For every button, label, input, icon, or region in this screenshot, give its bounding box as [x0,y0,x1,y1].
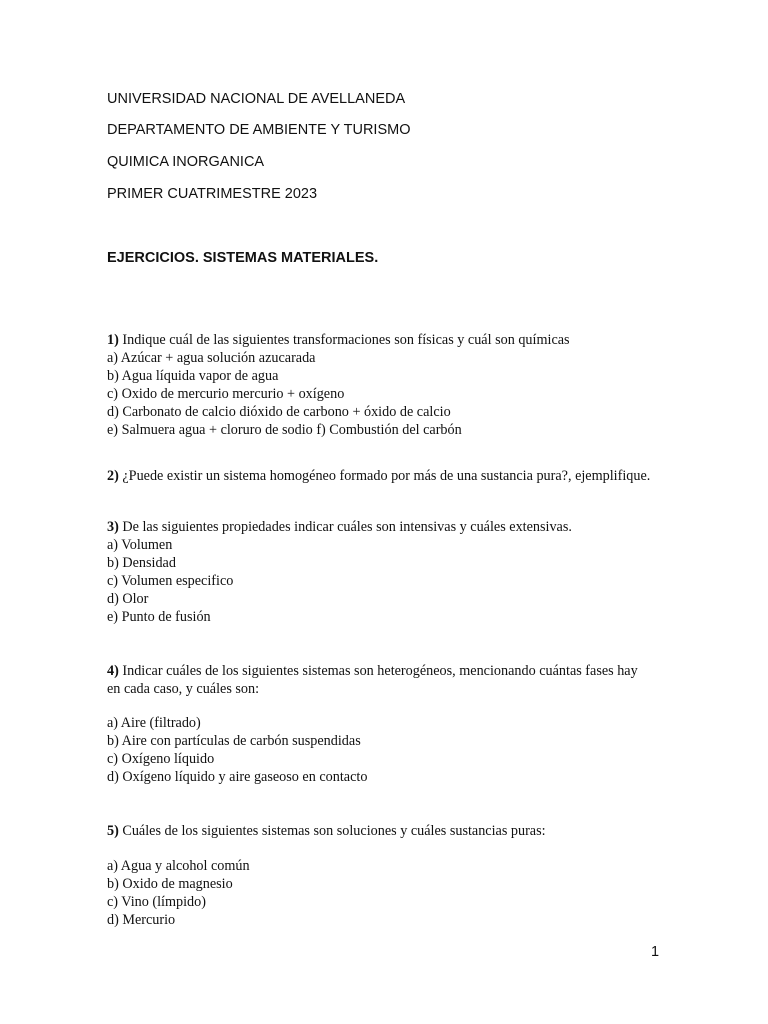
question-1-item: b) Agua líquida vapor de agua [107,368,279,384]
question-4 [107,662,638,698]
question-5-item: c) Vino (límpido) [107,894,206,910]
header-term: PRIMER CUATRIMESTRE 2023 [107,186,318,202]
question-5 [107,822,546,840]
question-2-text: ¿Puede existir un sistema homogéneo formado por más de una sustancia pura?, ejemplifique. [118,468,651,484]
question-5-item: b) Oxido de magnesio [107,876,233,892]
question-4-prompt [107,662,638,680]
question-3-prompt [107,518,572,536]
question-1-prompt [107,331,570,349]
question-1 [107,331,570,439]
question-3-number: 3) [107,519,119,535]
question-5-number: 5) [107,823,119,839]
question-3-item: e) Punto de fusión [107,609,211,625]
question-3 [107,518,572,626]
question-2-prompt [107,467,650,485]
question-5-list [107,857,250,929]
question-2-number: 2) [107,468,119,484]
header-course: QUIMICA INORGANICA [107,154,265,170]
question-4-item: b) Aire con partículas de carbón suspendidas [107,733,361,749]
question-4-number: 4) [107,663,119,679]
question-4-item: d) Oxígeno líquido y aire gaseoso en contacto [107,769,368,785]
question-2 [107,467,650,485]
page-number: 1 [651,944,660,960]
question-4-prompt-continued: en cada caso, y cuáles son: [107,681,260,697]
question-5-item: d) Mercurio [107,912,176,928]
question-1-text: Indique cuál de las siguientes transformaciones son físicas y cuál son químicas [118,332,570,348]
header-department: DEPARTAMENTO DE AMBIENTE Y TURISMO [107,122,411,138]
question-3-item: a) Volumen [107,537,173,553]
question-1-item: d) Carbonato de calcio dióxido de carbono + óxido de calcio [107,404,451,420]
question-1-item: c) Oxido de mercurio mercurio + oxígeno [107,386,345,402]
question-3-item: c) Volumen especifico [107,573,234,589]
question-5-item: a) Agua y alcohol común [107,858,250,874]
question-1-number: 1) [107,332,119,348]
section-title: EJERCICIOS. SISTEMAS MATERIALES. [107,250,379,266]
question-4-text: Indicar cuáles de los siguientes sistemas son heterogéneos, mencionando cuántas fases hay [118,663,638,679]
question-4-list [107,714,367,786]
question-4-item: a) Aire (filtrado) [107,715,201,731]
question-5-prompt [107,822,546,840]
question-3-item: d) Olor [107,591,149,607]
question-1-item: e) Salmuera agua + cloruro de sodio f) Combustión del carbón [107,422,462,438]
header-university: UNIVERSIDAD NACIONAL DE AVELLANEDA [107,91,406,107]
question-3-item: b) Densidad [107,555,176,571]
question-5-text: Cuáles de los siguientes sistemas son soluciones y cuáles sustancias puras: [118,823,546,839]
question-4-item: c) Oxígeno líquido [107,751,215,767]
question-3-text: De las siguientes propiedades indicar cuáles son intensivas y cuáles extensivas. [118,519,572,535]
question-1-item: a) Azúcar + agua solución azucarada [107,350,316,366]
